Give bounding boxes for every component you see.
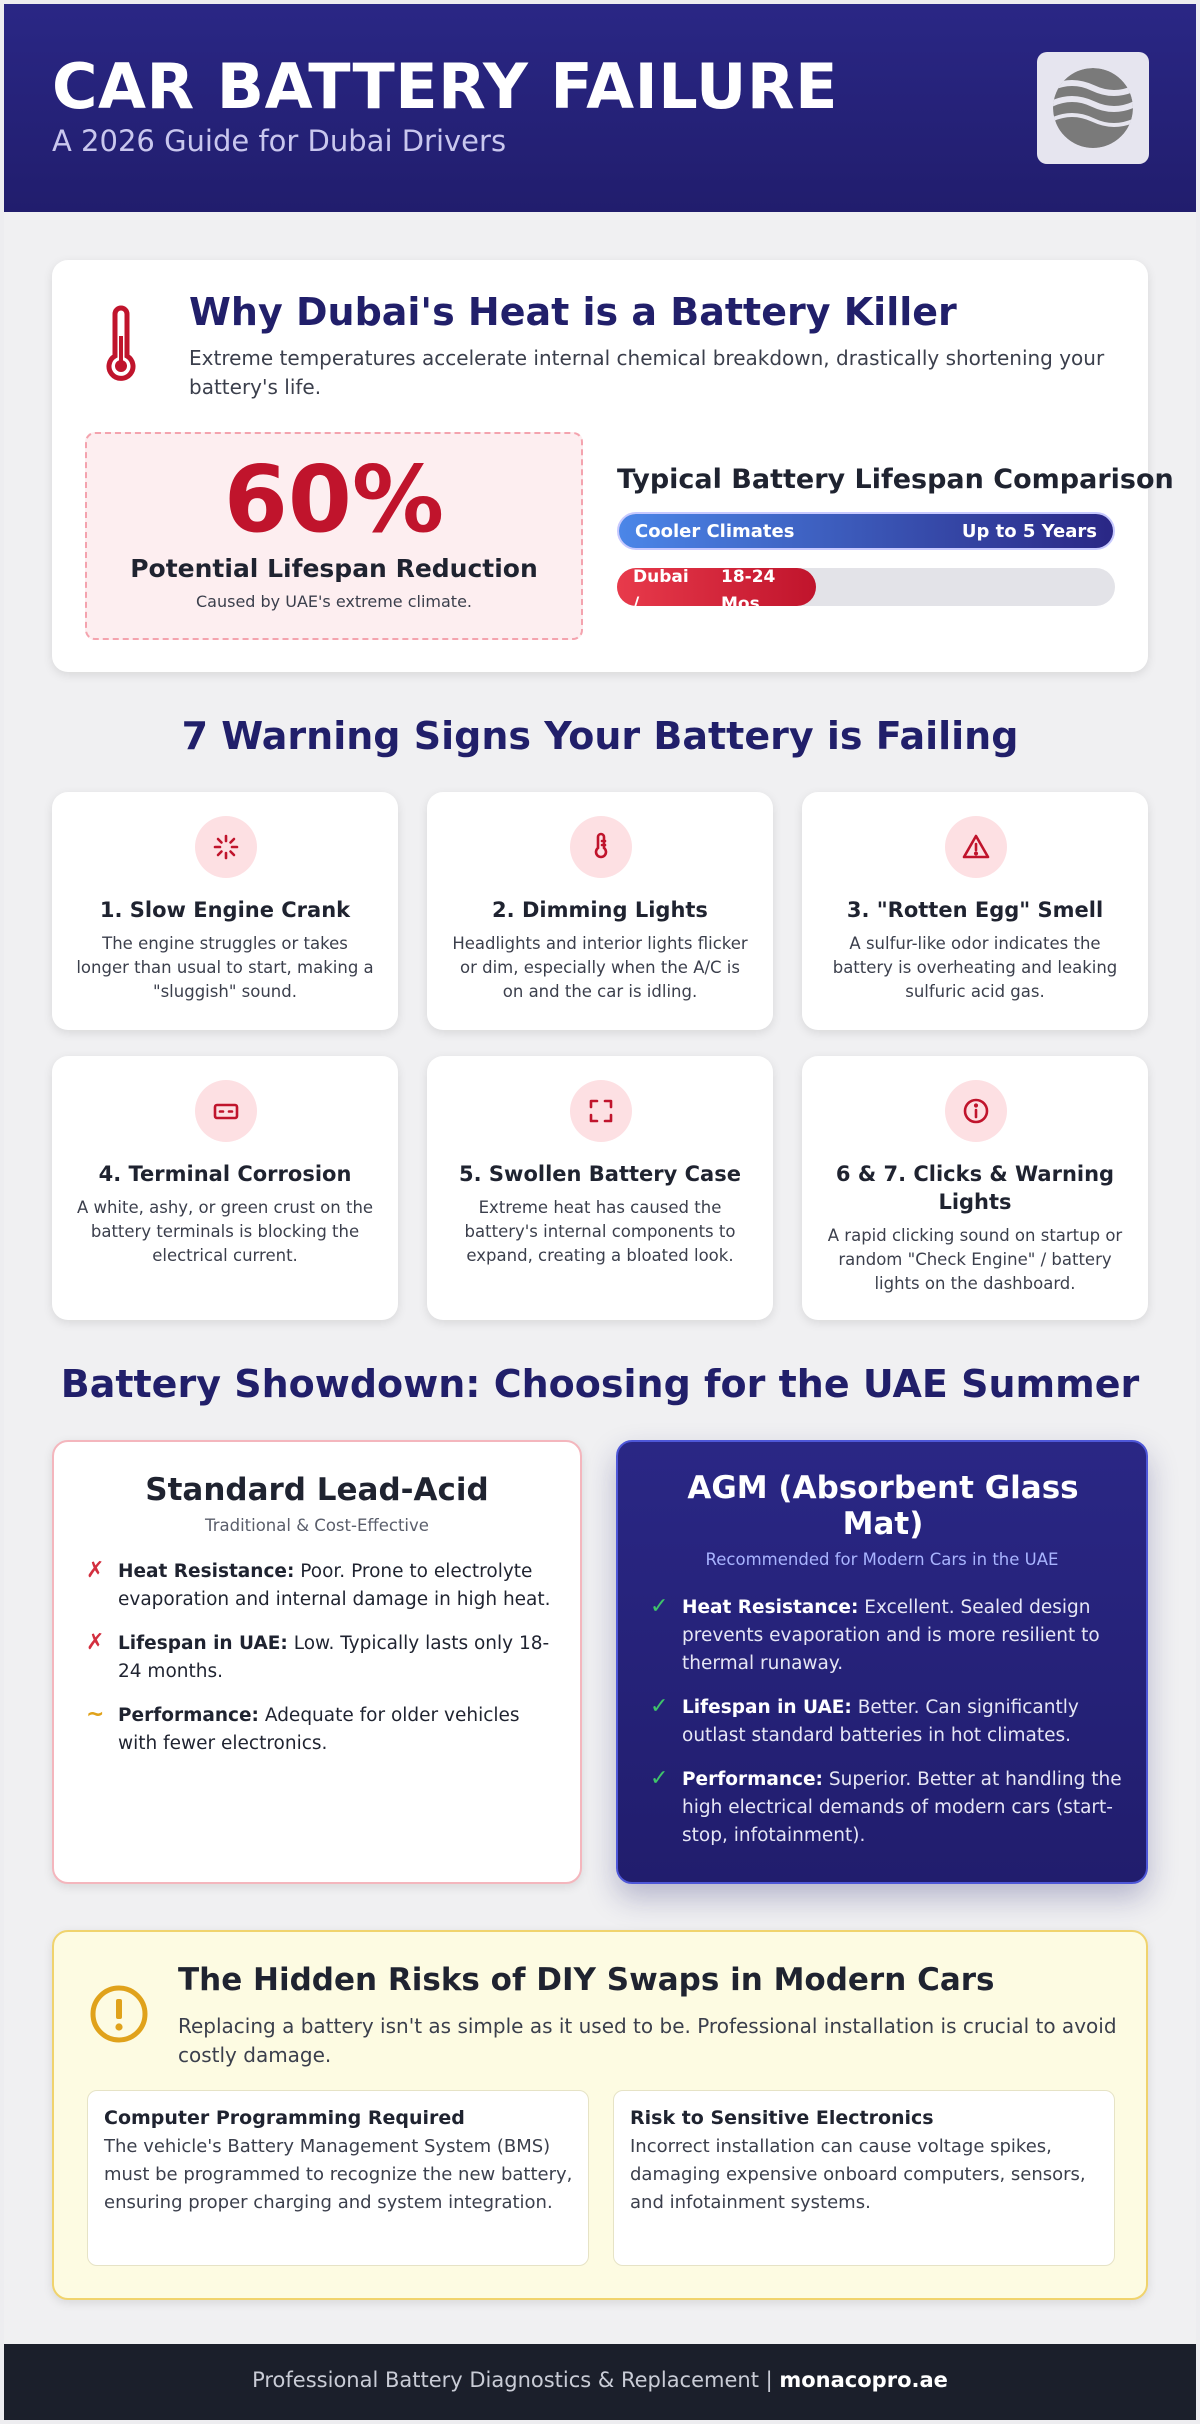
expand-icon [570,1080,632,1142]
comparison-title: Typical Battery Lifespan Comparison [617,464,1174,495]
sign-title: 5. Swollen Battery Case [459,1162,741,1186]
point-text: Excellent. Sealed design prevents evaporation and is more resilient to thermal runaway. [682,1597,1100,1674]
point-label: Performance: [682,1769,823,1790]
heat-description: Extreme temperatures accelerate internal chemical breakdown, drastically shortening your battery's life. [189,346,1105,399]
sign-description: A sulfur-like odor indicates the battery is overheating and leaking sulfuric acid gas. [832,934,1118,1001]
risk-card [613,2090,1115,2266]
cross-icon: ✗ [86,1630,105,1655]
sign-card [802,1056,1148,1320]
agm-point [682,1766,1128,1850]
point-label: Heat Resistance: [118,1561,295,1582]
bar-label: Dubai / UAE [633,567,689,641]
lead-acid-title: Standard Lead-Acid [145,1472,489,1508]
heat-title: Why Dubai's Heat is a Battery Killer [189,290,957,334]
bar-value: Up to 5 Years [961,521,1097,542]
check-icon: ✓ [650,1694,669,1719]
diy-title: The Hidden Risks of DIY Swaps in Modern Cars [178,1962,995,1998]
footer [4,2344,1196,2420]
sign-title: 6 & 7. Clicks & Warning Lights [835,1162,1115,1214]
thermometer-icon [105,306,137,386]
footer-site-link[interactable]: monacopro.ae [779,2368,948,2392]
footer-text [4,2368,1196,2392]
sign-card [802,792,1148,1030]
dim-light-icon [570,816,632,878]
risk-card [87,2090,589,2266]
info-circle-icon [945,1080,1007,1142]
risk-description: The vehicle's Battery Management System (BMS) must be programmed to recognize the new battery, ensuring proper charging and system integration. [104,2136,573,2213]
exclamation-circle-icon [89,1984,149,2044]
sign-description: Extreme heat has caused the battery's internal components to expand, creating a bloated look. [464,1198,736,1265]
point-label: Lifespan in UAE: [682,1697,852,1718]
sign-description: Headlights and interior lights flicker or dim, especially when the A/C is on and the car is idling. [452,934,748,1001]
agm-title: AGM (Absorbent Glass Mat) [687,1470,1079,1542]
sign-title: 4. Terminal Corrosion [98,1162,352,1186]
stat-note: Caused by UAE's extreme climate. [195,592,472,611]
agm-point [682,1694,1128,1750]
footer-tagline: Professional Battery Diagnostics & Replacement | [252,2368,780,2392]
risk-title: Risk to Sensitive Electronics [630,2107,934,2129]
bar-label: Cooler Climates [635,521,795,542]
sign-description: A white, ashy, or green crust on the battery terminals is blocking the electrical current. [76,1198,374,1265]
cross-icon: ✗ [86,1558,105,1583]
point-text: Adequate for older vehicles with fewer electronics. [118,1705,520,1754]
lead-acid-card [52,1440,582,1884]
check-icon: ✓ [650,1766,669,1791]
wave-globe-icon [1051,66,1135,150]
risk-description: Incorrect installation can cause voltage spikes, damaging expensive onboard computers, sensors, and infotainment systems. [630,2136,1086,2213]
sign-description: The engine struggles or takes longer than usual to start, making a "sluggish" sound. [76,934,374,1001]
sign-card [52,792,398,1030]
diy-description: Replacing a battery isn't as simple as it used to be. Professional installation is crucial to avoid costly damage. [178,2014,1117,2067]
point-text: Better. Can significantly outlast standard batteries in hot climates. [682,1697,1079,1746]
point-text: Poor. Prone to electrolyte evaporation and internal damage in high heat. [118,1561,551,1610]
diy-risks-section [52,1930,1148,2300]
warning-triangle-icon [945,816,1007,878]
lifespan-stat [85,432,583,640]
agm-point [682,1594,1128,1678]
bar-value: 18-24 Mos [721,567,776,614]
point-text: Low. Typically lasts only 18-24 months. [118,1633,550,1682]
lead-acid-point [118,1630,558,1686]
point-text: Superior. Better at handling the high electrical demands of modern cars (start-stop, infotainment). [682,1769,1122,1846]
lifespan-bar-uae [617,567,1115,641]
battery-icon [195,1080,257,1142]
stat-value: 60% [223,446,445,553]
sign-card [427,792,773,1030]
point-label: Performance: [118,1705,259,1726]
sign-card [427,1056,773,1320]
sign-card [52,1056,398,1320]
sign-title: 1. Slow Engine Crank [99,898,351,922]
page-title: CAR BATTERY FAILURE [52,50,838,123]
risk-title: Computer Programming Required [104,2107,465,2129]
slow-crank-icon [195,816,257,878]
sign-title: 2. Dimming Lights [492,898,708,922]
agm-subtitle: Recommended for Modern Cars in the UAE [705,1550,1059,1569]
point-label: Lifespan in UAE: [118,1633,288,1654]
infographic-page [4,4,1196,2420]
agm-card [616,1440,1148,1884]
logo [1037,52,1149,164]
sign-title: 3. "Rotten Egg" Smell [846,898,1104,922]
page-subtitle: A 2026 Guide for Dubai Drivers [52,124,507,158]
check-icon: ✓ [650,1594,669,1619]
showdown-title: Battery Showdown: Choosing for the UAE Summer [60,1362,1140,1406]
tilde-icon: ~ [86,1702,105,1727]
header [4,4,1196,212]
sign-description: A rapid clicking sound on startup or random "Check Engine" / battery lights on the dashboard. [827,1226,1123,1293]
lifespan-bar-cooler [617,512,1115,550]
stat-label: Potential Lifespan Reduction [130,554,538,583]
signs-title: 7 Warning Signs Your Battery is Failing [181,714,1019,758]
lead-acid-point [118,1702,558,1758]
lead-acid-subtitle: Traditional & Cost-Effective [205,1516,429,1535]
point-label: Heat Resistance: [682,1597,859,1618]
lead-acid-point [118,1558,558,1614]
heat-section [52,260,1174,672]
